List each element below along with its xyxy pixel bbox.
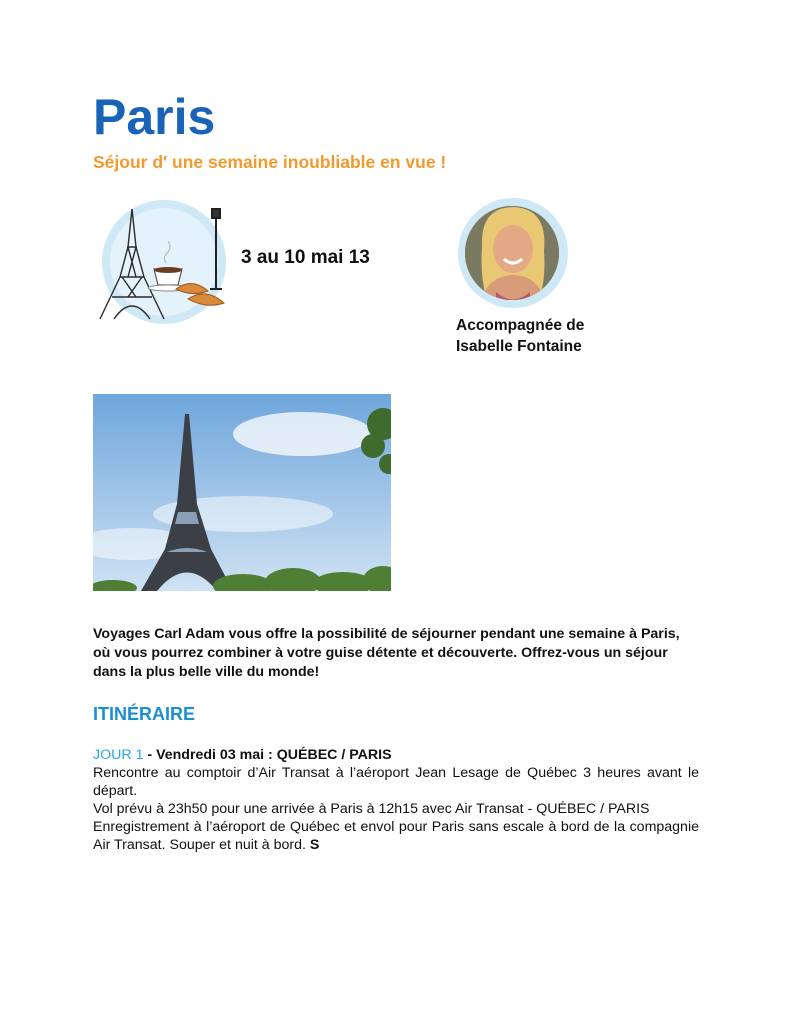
day-1-paragraph-2: Vol prévu à 23h50 pour une arrivée à Paris à 12h15 avec Air Transat - QUÉBEC / PARIS — [93, 801, 650, 817]
day-1-heading: Vendredi 03 mai : QUÉBEC / PARIS — [156, 747, 392, 763]
eiffel-tower-photo — [93, 394, 391, 591]
page-title: Paris — [93, 89, 216, 145]
day-1-label: JOUR 1 — [93, 747, 144, 763]
meal-code: S — [309, 837, 320, 853]
page-subtitle: Séjour d' une semaine inoubliable en vue ! — [93, 152, 447, 172]
day-1-paragraph-3-text: Enregistrement à l’aéroport de Québec et envol pour Paris sans escale à bord de la compagnie Air Transat. Souper et nuit à bord. — [93, 819, 699, 853]
day-1-paragraph-3 — [93, 818, 699, 854]
guide-avatar — [456, 197, 570, 309]
day-1-paragraph-1: Rencontre au comptoir d’Air Transat à l’aéroport Jean Lesage de Québec 3 heures avant le départ. — [93, 765, 699, 799]
intro-paragraph: Voyages Carl Adam vous offre la possibilité de séjourner pendant une semaine à Paris, où vous pourrez combiner à votre guise détente et découverte. Offrez-vous un séjour dans la plus belle ville du monde! — [93, 626, 680, 680]
day-1-title — [93, 746, 699, 764]
escort-info — [456, 315, 584, 357]
paris-illustration — [92, 197, 237, 327]
day-1-section — [93, 746, 699, 854]
trip-dates: 3 au 10 mai 13 — [241, 247, 370, 268]
escort-name: Isabelle Fontaine — [456, 338, 582, 355]
escort-line-1: Accompagnée de — [456, 317, 585, 334]
itinerary-heading: ITINÉRAIRE — [93, 704, 196, 724]
day-1-separator: - — [143, 747, 157, 763]
